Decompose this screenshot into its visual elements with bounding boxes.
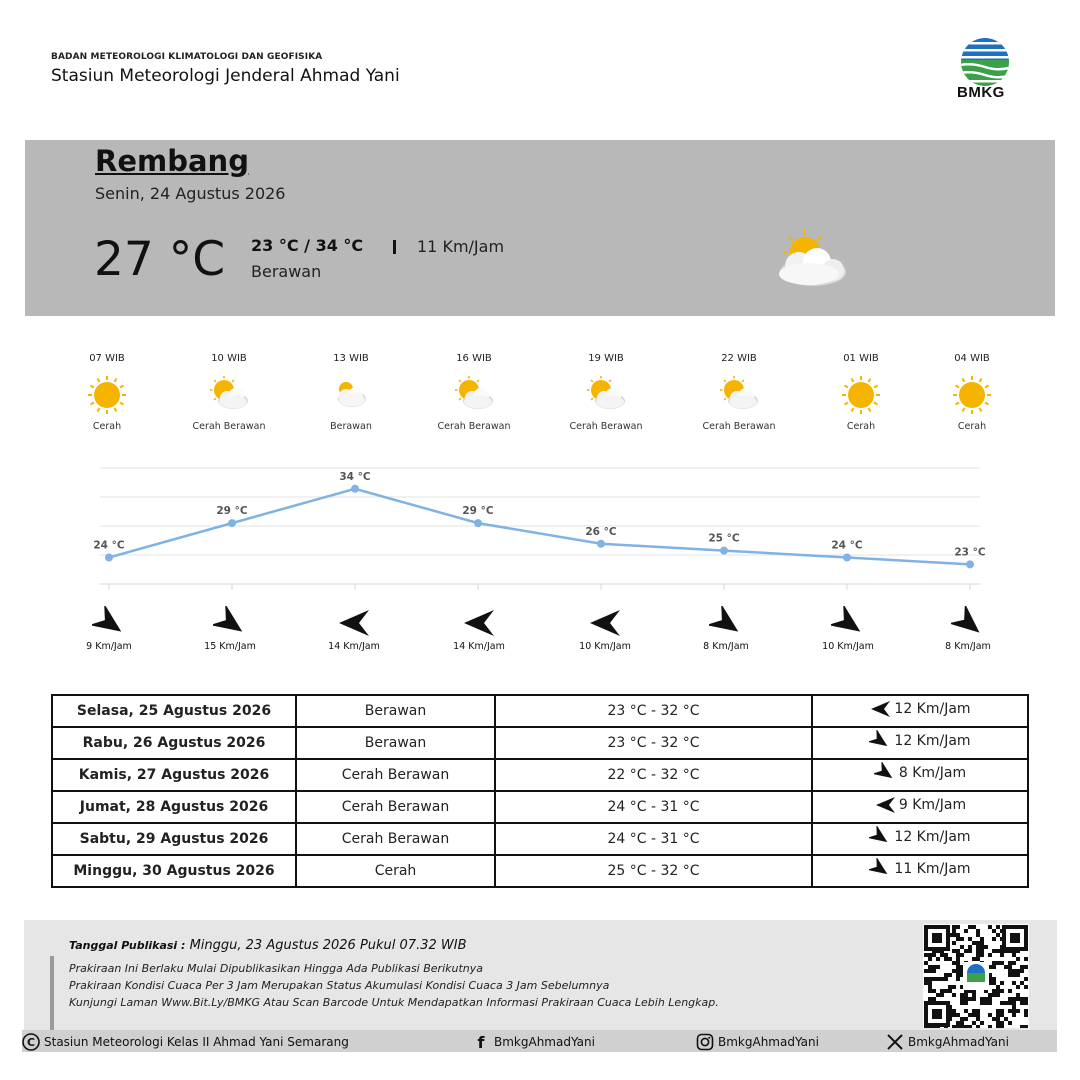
table-row [52,855,1028,887]
daily-temperature: 23 °C - 32 °C [495,727,812,759]
daily-wind-speed: 12 Km/Jam [894,733,971,749]
facebook-icon [472,1033,490,1051]
daily-wind-speed: 11 Km/Jam [894,861,971,877]
daily-wind-speed: 8 Km/Jam [898,765,967,781]
daily-temperature: 25 °C - 32 °C [495,855,812,887]
hour-time: 13 WIB [333,353,369,364]
wind-speed: 10 Km/Jam [822,641,874,652]
wind-speed: 8 Km/Jam [945,641,991,652]
wind-direction-arrow-icon [709,606,743,640]
temperature-data-label: 26 °C [585,525,617,538]
hourly-item [169,353,289,432]
sun-icon [85,373,129,417]
sun-cloud-icon [717,373,761,417]
daily-condition: Cerah [296,855,495,887]
copyright-icon [22,1033,40,1051]
copyright-text: Stasiun Meteorologi Kelas II Ahmad Yani Semarang [44,1035,349,1049]
wind-direction-arrow-icon [337,606,371,640]
hour-time: 22 WIB [721,353,757,364]
daily-condition: Cerah Berawan [296,823,495,855]
x-handle: BmkgAhmadYani [908,1035,1009,1049]
footer-note-3: Kunjungi Laman Www.Bit.Ly/BMKG Atau Scan Barcode Untuk Mendapatkan Informasi Prakiraan Cuaca Lebih Lengkap. [69,996,719,1009]
hour-condition: Cerah [957,421,987,432]
sun-cloud-icon [207,373,251,417]
wind-direction-arrow-icon [462,606,496,640]
temperature-point [720,547,728,555]
temperature-series-line [109,489,970,565]
wind-direction-arrow-icon [213,606,247,640]
city-name: Rembang [95,144,249,178]
daily-day: Kamis, 27 Agustus 2026 [52,759,296,791]
daily-wind [812,791,1028,823]
wind-direction-arrow-icon [874,794,896,816]
wind-direction-arrow-icon [951,606,985,640]
temperature-point [966,560,974,568]
publication-value: Minggu, 23 Agustus 2026 Pukul 07.32 WIB [189,938,467,953]
current-temperature: 27 °C [94,232,226,287]
divider [393,240,396,254]
wind-item [908,606,1028,652]
hour-condition: Cerah [846,421,876,432]
wind-item [49,606,169,652]
temperature-point [474,519,482,527]
sun-icon [950,373,994,417]
wind-direction-arrow-icon [869,698,891,720]
publication-label: Tanggal Publikasi : [69,939,186,952]
daily-day: Jumat, 28 Agustus 2026 [52,791,296,823]
temperature-data-label: 23 °C [954,546,986,559]
header [51,52,400,86]
cloud-icon [329,373,373,417]
temperature-data-label: 29 °C [216,505,248,518]
daily-wind [812,695,1028,727]
wind-item [788,606,908,652]
hour-condition: Cerah Berawan [569,421,643,432]
sun-icon [839,373,883,417]
publication-date [69,938,467,953]
temperature-data-label: 25 °C [708,532,740,545]
hour-time: 07 WIB [89,353,125,364]
daily-condition: Berawan [296,727,495,759]
hourly-item [47,353,167,432]
hourly-item [414,353,534,432]
current-wind-speed: 11 Km/Jam [417,237,505,256]
current-condition: Berawan [251,262,322,281]
hour-condition: Cerah Berawan [702,421,776,432]
hour-time: 04 WIB [954,353,990,364]
hour-time: 19 WIB [588,353,624,364]
daily-wind [812,759,1028,791]
wind-direction-arrow-icon [869,858,891,880]
table-row [52,823,1028,855]
wind-item [294,606,414,652]
svg-text:C: C [26,1036,36,1049]
footer-accent-bar [50,956,54,1030]
daily-condition: Cerah Berawan [296,759,495,791]
temperature-point [105,554,113,562]
footer-note-2: Prakiraan Kondisi Cuaca Per 3 Jam Merupakan Status Akumulasi Kondisi Cuaca 3 Jam Sebelumnya [69,979,610,992]
daily-wind-speed: 12 Km/Jam [894,701,971,717]
hourly-item [912,353,1032,432]
social-bar [22,1030,1057,1052]
daily-day: Minggu, 30 Agustus 2026 [52,855,296,887]
hour-time: 16 WIB [456,353,492,364]
daily-temperature: 24 °C - 31 °C [495,791,812,823]
daily-condition: Cerah Berawan [296,791,495,823]
table-row [52,727,1028,759]
sun-cloud-icon [584,373,628,417]
temperature-point [228,519,236,527]
facebook-link[interactable] [472,1033,595,1051]
hourly-item [801,353,921,432]
hour-condition: Cerah Berawan [192,421,266,432]
daily-temperature: 22 °C - 32 °C [495,759,812,791]
hourly-item [679,353,799,432]
qr-code-icon[interactable] [923,924,1029,1028]
current-date: Senin, 24 Agustus 2026 [95,184,286,203]
hour-condition: Cerah [92,421,122,432]
instagram-link[interactable] [696,1033,819,1051]
table-row [52,791,1028,823]
temperature-point [351,485,359,493]
daily-wind-speed: 9 Km/Jam [898,797,967,813]
wind-item [170,606,290,652]
temperature-point [597,540,605,548]
partly-cloudy-icon [769,228,855,294]
temperature-data-label: 34 °C [339,470,371,483]
wind-speed: 10 Km/Jam [579,641,631,652]
bmkg-logo-text: BMKG [957,84,1005,101]
wind-direction-arrow-icon [874,762,896,784]
footer-note-1: Prakiraan Ini Berlaku Mulai Dipublikasikan Hingga Ada Publikasi Berikutnya [69,962,484,975]
sun-cloud-icon [452,373,496,417]
daily-temperature: 23 °C - 32 °C [495,695,812,727]
daily-forecast-table [51,694,1029,888]
daily-condition: Berawan [296,695,495,727]
daily-wind [812,855,1028,887]
hourly-item [546,353,666,432]
daily-wind-speed: 12 Km/Jam [894,829,971,845]
hour-time: 10 WIB [211,353,247,364]
daily-wind [812,727,1028,759]
wind-speed: 15 Km/Jam [204,641,256,652]
hour-time: 01 WIB [843,353,879,364]
daily-day: Rabu, 26 Agustus 2026 [52,727,296,759]
agency-name: BADAN METEOROLOGI KLIMATOLOGI DAN GEOFISIKA [51,52,323,62]
facebook-handle: BmkgAhmadYani [494,1035,595,1049]
temperature-data-label: 24 °C [93,539,125,552]
wind-direction-arrow-icon [869,826,891,848]
wind-direction-arrow-icon [869,730,891,752]
temperature-data-label: 29 °C [462,505,494,518]
footer-panel [24,920,1057,1030]
daily-temperature: 24 °C - 31 °C [495,823,812,855]
current-weather-panel [25,140,1055,316]
wind-speed: 9 Km/Jam [86,641,132,652]
daily-wind [812,823,1028,855]
daily-day: Sabtu, 29 Agustus 2026 [52,823,296,855]
wind-item [545,606,665,652]
wind-speed: 8 Km/Jam [703,641,749,652]
station-name: Stasiun Meteorologi Jenderal Ahmad Yani [51,66,400,86]
table-row [52,695,1028,727]
svg-text:f: f [477,1033,485,1051]
temperature-range: 23 °C / 34 °C [251,236,364,255]
instagram-handle: BmkgAhmadYani [718,1035,819,1049]
copyright-item [22,1033,349,1051]
bmkg-emblem-icon [955,34,1015,86]
table-row [52,759,1028,791]
wind-direction-arrow-icon [588,606,622,640]
wind-item [666,606,786,652]
wind-item [419,606,539,652]
wind-direction-arrow-icon [92,606,126,640]
temperature-point [843,554,851,562]
wind-direction-arrow-icon [831,606,865,640]
wind-speed: 14 Km/Jam [328,641,380,652]
temperature-line-chart [0,460,1080,600]
hourly-item [291,353,411,432]
daily-day: Selasa, 25 Agustus 2026 [52,695,296,727]
instagram-icon [696,1033,714,1051]
bmkg-logo [955,34,1015,102]
temperature-data-label: 24 °C [831,539,863,552]
x-link[interactable] [886,1033,1009,1051]
wind-speed: 14 Km/Jam [453,641,505,652]
x-icon [886,1033,904,1051]
hour-condition: Berawan [330,421,372,432]
hour-condition: Cerah Berawan [437,421,511,432]
